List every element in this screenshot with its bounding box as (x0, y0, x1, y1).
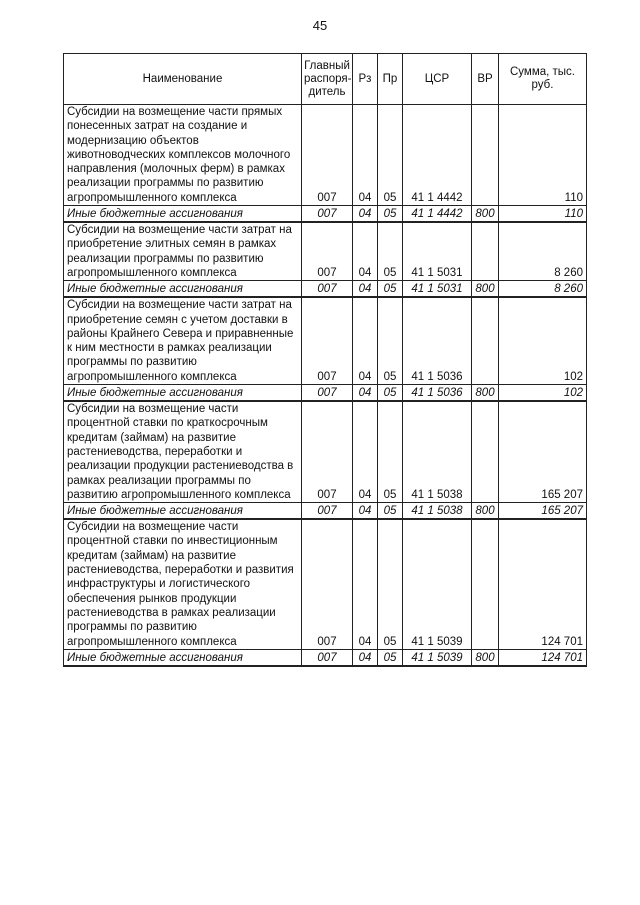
row-glav: 007 (302, 105, 353, 206)
row-glav: 007 (302, 222, 353, 281)
row-glav: 007 (302, 503, 353, 520)
row-sum: 110 (499, 105, 587, 206)
row-name: Субсидии на возмещение части процентной ставки по краткосрочным кредитам (займам) на развитие растениеводства, переработки и реализации продукции растениеводства в рамках реализации программы по развитию агропромышленного комплекса (64, 401, 302, 503)
row-csr: 41 1 5038 (403, 503, 472, 520)
row-rz: 04 (353, 206, 378, 223)
row-glav: 007 (302, 519, 353, 649)
row-vr (472, 297, 499, 384)
row-name: Субсидии на возмещение части процентной ставки по инвестиционным кредитам (займам) на развитие растениеводства, переработки и развития инфраструктуры и логистического обеспечения рынков продукции растениеводства в рамках реализации программы по развитию агропромышленного комплекса (64, 519, 302, 649)
row-vr: 800 (472, 281, 499, 298)
row-name: Субсидии на возмещение части прямых понесенных затрат на создание и модернизацию объектов животноводческих комплексов молочного направления (молочных ферм) в рамках реализации программы по развитию агропромышленного комплекса (64, 105, 302, 206)
row-sum: 124 701 (499, 519, 587, 649)
row-name: Субсидии на возмещение части затрат на приобретение элитных семян в рамках реализации программы по развитию агропромышленного комплекса (64, 222, 302, 281)
row-csr: 41 1 5031 (403, 281, 472, 298)
row-pr: 05 (378, 281, 403, 298)
row-vr: 800 (472, 503, 499, 520)
header-glav: Главный распоря-дитель (302, 54, 353, 105)
header-sum: Сумма, тыс. руб. (499, 54, 587, 105)
row-pr: 05 (378, 206, 403, 223)
header-csr: ЦСР (403, 54, 472, 105)
row-csr: 41 1 4442 (403, 206, 472, 223)
row-rz: 04 (353, 503, 378, 520)
row-pr: 05 (378, 649, 403, 666)
header-name: Наименование (64, 54, 302, 105)
row-glav: 007 (302, 297, 353, 384)
row-sum: 102 (499, 385, 587, 402)
row-csr: 41 1 4442 (403, 105, 472, 206)
row-name: Иные бюджетные ассигнования (64, 385, 302, 402)
row-sum: 102 (499, 297, 587, 384)
table-header-row (64, 54, 587, 105)
row-name: Иные бюджетные ассигнования (64, 206, 302, 223)
table-row (64, 105, 587, 206)
row-rz: 04 (353, 401, 378, 503)
row-glav: 007 (302, 385, 353, 402)
table-row (64, 401, 587, 503)
row-glav: 007 (302, 281, 353, 298)
row-sum: 124 701 (499, 649, 587, 666)
row-vr (472, 105, 499, 206)
row-vr (472, 401, 499, 503)
row-pr: 05 (378, 105, 403, 206)
table-row (64, 503, 587, 520)
table-row (64, 519, 587, 649)
row-name: Иные бюджетные ассигнования (64, 649, 302, 666)
row-csr: 41 1 5039 (403, 649, 472, 666)
header-vr: ВР (472, 54, 499, 105)
table-row (64, 385, 587, 402)
row-vr (472, 519, 499, 649)
row-name: Иные бюджетные ассигнования (64, 281, 302, 298)
row-glav: 007 (302, 206, 353, 223)
row-pr: 05 (378, 503, 403, 520)
row-rz: 04 (353, 105, 378, 206)
row-glav: 007 (302, 401, 353, 503)
row-sum: 165 207 (499, 401, 587, 503)
row-rz: 04 (353, 519, 378, 649)
header-rz: Рз (353, 54, 378, 105)
row-pr: 05 (378, 222, 403, 281)
row-pr: 05 (378, 519, 403, 649)
row-rz: 04 (353, 297, 378, 384)
row-pr: 05 (378, 297, 403, 384)
row-rz: 04 (353, 649, 378, 666)
table-row (64, 206, 587, 223)
row-rz: 04 (353, 222, 378, 281)
table-row (64, 222, 587, 281)
row-rz: 04 (353, 281, 378, 298)
table-row (64, 281, 587, 298)
row-sum: 8 260 (499, 222, 587, 281)
row-sum: 110 (499, 206, 587, 223)
row-sum: 165 207 (499, 503, 587, 520)
page-number: 45 (312, 18, 328, 33)
row-vr: 800 (472, 385, 499, 402)
table-row (64, 649, 587, 666)
row-vr (472, 222, 499, 281)
row-csr: 41 1 5038 (403, 401, 472, 503)
row-pr: 05 (378, 385, 403, 402)
row-glav: 007 (302, 649, 353, 666)
table-row (64, 297, 587, 384)
row-name: Субсидии на возмещение части затрат на приобретение семян с учетом доставки в районы Крайнего Севера и приравненные к ним местности в рамках реализации программы по развитию агропромышленного комплекса (64, 297, 302, 384)
header-pr: Пр (378, 54, 403, 105)
row-csr: 41 1 5031 (403, 222, 472, 281)
row-vr: 800 (472, 206, 499, 223)
row-pr: 05 (378, 401, 403, 503)
row-vr: 800 (472, 649, 499, 666)
row-rz: 04 (353, 385, 378, 402)
row-csr: 41 1 5036 (403, 297, 472, 384)
row-csr: 41 1 5039 (403, 519, 472, 649)
row-sum: 8 260 (499, 281, 587, 298)
budget-table (63, 53, 587, 667)
row-name: Иные бюджетные ассигнования (64, 503, 302, 520)
row-csr: 41 1 5036 (403, 385, 472, 402)
